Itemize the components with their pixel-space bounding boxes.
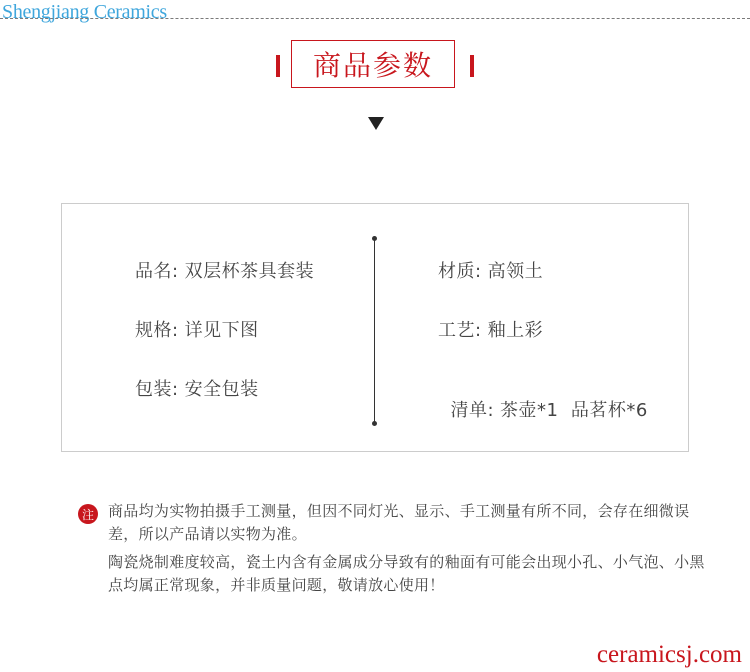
spec-name-value: 双层杯茶具套装 (184, 261, 315, 282)
brand-watermark: Shengjiang Ceramics (2, 1, 167, 23)
spec-divider (374, 239, 375, 424)
title-bar-right (470, 55, 474, 77)
spec-material-value: 高领土 (487, 261, 544, 282)
spec-size-value: 详见下图 (184, 320, 259, 341)
top-divider (0, 18, 750, 19)
spec-package (135, 375, 259, 401)
note-icon: 注 (78, 504, 98, 524)
spec-size-label: 规格: (135, 320, 179, 341)
title-bar-left (276, 55, 280, 77)
spec-material (438, 257, 543, 283)
spec-package-value: 安全包装 (184, 379, 259, 400)
section-title (276, 40, 474, 92)
spec-list (438, 375, 648, 422)
spec-list-value: 茶壶*1 品茗杯*6 (500, 400, 648, 421)
spec-name-label: 品名: (135, 261, 179, 282)
divider-dot-top (372, 236, 377, 241)
spec-craft-label: 工艺: (438, 320, 482, 341)
note-paragraph-1: 商品均为实物拍摄手工测量，但因不同灯光、显示、手工测量有所不同，会存在细微误差，所以产品请以实物为准。 (108, 502, 690, 543)
site-watermark: ceramicsj.com (596, 641, 742, 668)
divider-dot-bottom (372, 421, 377, 426)
spec-craft-value: 釉上彩 (487, 320, 544, 341)
spec-craft (438, 316, 543, 342)
spec-name (135, 257, 314, 283)
title-text: 商品参数 (291, 40, 455, 88)
spec-package-label: 包装: (135, 379, 179, 400)
down-arrow-icon (368, 117, 384, 130)
note-paragraph-2: 陶瓷烧制难度较高，瓷土内含有金属成分导致有的釉面有可能会出现小孔、小气泡、小黑点均属正常现象，并非质量问题，敬请放心使用！ (108, 553, 705, 594)
spec-list-label: 清单: (450, 400, 495, 421)
spec-size (135, 316, 259, 342)
spec-material-label: 材质: (438, 261, 482, 282)
